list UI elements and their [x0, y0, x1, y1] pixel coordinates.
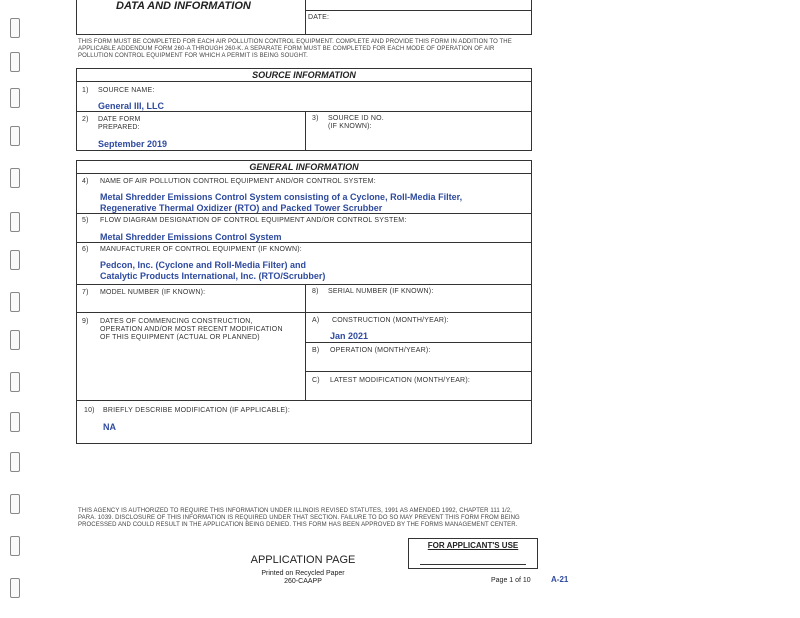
modification-description-label: BRIEFLY DESCRIBE MODIFICATION (IF APPLICABLE):	[103, 407, 290, 414]
binder-hole	[10, 212, 20, 232]
legal-notice: THIS AGENCY IS AUTHORIZED TO REQUIRE THIS INFORMATION UNDER ILLINOIS REVISED STATUTES, 1991 AS AMENDED 1992, CHAPTER 111 1/2, PARA. 1039. DISCLOSURE OF THIS INFORMATION IS REQUIRED UNDER THAT SECTION. FAILURE TO DO SO MAY PREVENT THIS FORM FROM BEING PROCESSED AND COULD RESULT IN THE APPLICATION BEING DENIED. THIS FORM HAS BEEN APPROVED BY THE FORMS MANAGEMENT CENTER.	[78, 508, 520, 528]
binder-hole	[10, 52, 20, 72]
latest-modification-label: LATEST MODIFICATION (MONTH/YEAR):	[330, 377, 470, 384]
manufacturer-value[interactable]: Pedcon, Inc. (Cyclone and Roll-Media Filter) and	[100, 260, 307, 270]
general-information-title: GENERAL INFORMATION	[249, 162, 359, 172]
source-id-label: SOURCE ID NO.	[328, 115, 384, 122]
manufacturer-label: MANUFACTURER OF CONTROL EQUIPMENT (IF KNOWN):	[100, 246, 302, 253]
binder-hole	[10, 330, 20, 350]
applicant-use-label: FOR APPLICANT'S USE	[427, 541, 519, 550]
application-page-title: APPLICATION PAGE	[250, 554, 356, 566]
flow-diagram-label: FLOW DIAGRAM DESIGNATION OF CONTROL EQUIPMENT AND/OR CONTROL SYSTEM:	[100, 217, 407, 224]
control-equipment-name-label: NAME OF AIR POLLUTION CONTROL EQUIPMENT AND/OR CONTROL SYSTEM:	[100, 178, 376, 185]
source-information-title: SOURCE INFORMATION	[252, 70, 356, 80]
binder-hole	[10, 18, 20, 38]
form-number: 260-CAAPP	[284, 578, 322, 585]
recycled-paper-note: Printed on Recycled Paper	[261, 570, 345, 577]
construction-date-value[interactable]: Jan 2021	[330, 331, 369, 341]
date-prepared-label: DATE FORM	[98, 116, 141, 123]
page-number: Page 1 of 10	[491, 577, 531, 584]
binder-hole	[10, 292, 20, 312]
binder-hole	[10, 250, 20, 270]
instructions: THIS FORM MUST BE COMPLETED FOR EACH AIR POLLUTION CONTROL EQUIPMENT. COMPLETE AND PROVIDE THIS FORM IN ADDITION TO THE APPLICABLE ADDENDUM FORM 260-A THROUGH 260-K. A SEPARATE FORM MUST BE COMPLETED FOR EACH MODE OF OPERATION OF AIR POLLUTION CONTROL EQUIPMENT FOR WHICH A PERMIT IS BEING SOUGHT.	[78, 39, 512, 59]
page-id: A-21	[551, 575, 569, 584]
binder-hole	[10, 88, 20, 108]
binder-hole	[10, 452, 20, 472]
binder-hole	[10, 536, 20, 556]
serial-number-label: SERIAL NUMBER (IF KNOWN):	[328, 288, 434, 295]
modification-description-value[interactable]: NA	[103, 422, 116, 432]
date-label: DATE:	[308, 14, 330, 21]
binder-hole	[10, 168, 20, 188]
dates-label: DATES OF COMMENCING CONSTRUCTION,	[100, 318, 253, 325]
date-prepared-value[interactable]: September 2019	[98, 139, 168, 149]
construction-date-label: CONSTRUCTION (MONTH/YEAR):	[332, 317, 449, 324]
control-equipment-name-value[interactable]: Metal Shredder Emissions Control System consisting of a Cyclone, Roll-Media Filter,	[100, 192, 463, 202]
page-title: DATA AND INFORMATION	[116, 0, 251, 12]
source-name-value[interactable]: General III, LLC	[98, 101, 165, 111]
binder-hole	[10, 412, 20, 432]
flow-diagram-value[interactable]: Metal Shredder Emissions Control System	[100, 232, 282, 242]
operation-date-label: OPERATION (MONTH/YEAR):	[330, 347, 431, 354]
binder-hole	[10, 494, 20, 514]
binder-hole	[10, 126, 20, 146]
source-name-label: SOURCE NAME:	[98, 87, 155, 94]
model-number-label: MODEL NUMBER (IF KNOWN):	[100, 289, 206, 296]
binder-hole	[10, 372, 20, 392]
binder-hole	[10, 578, 20, 598]
